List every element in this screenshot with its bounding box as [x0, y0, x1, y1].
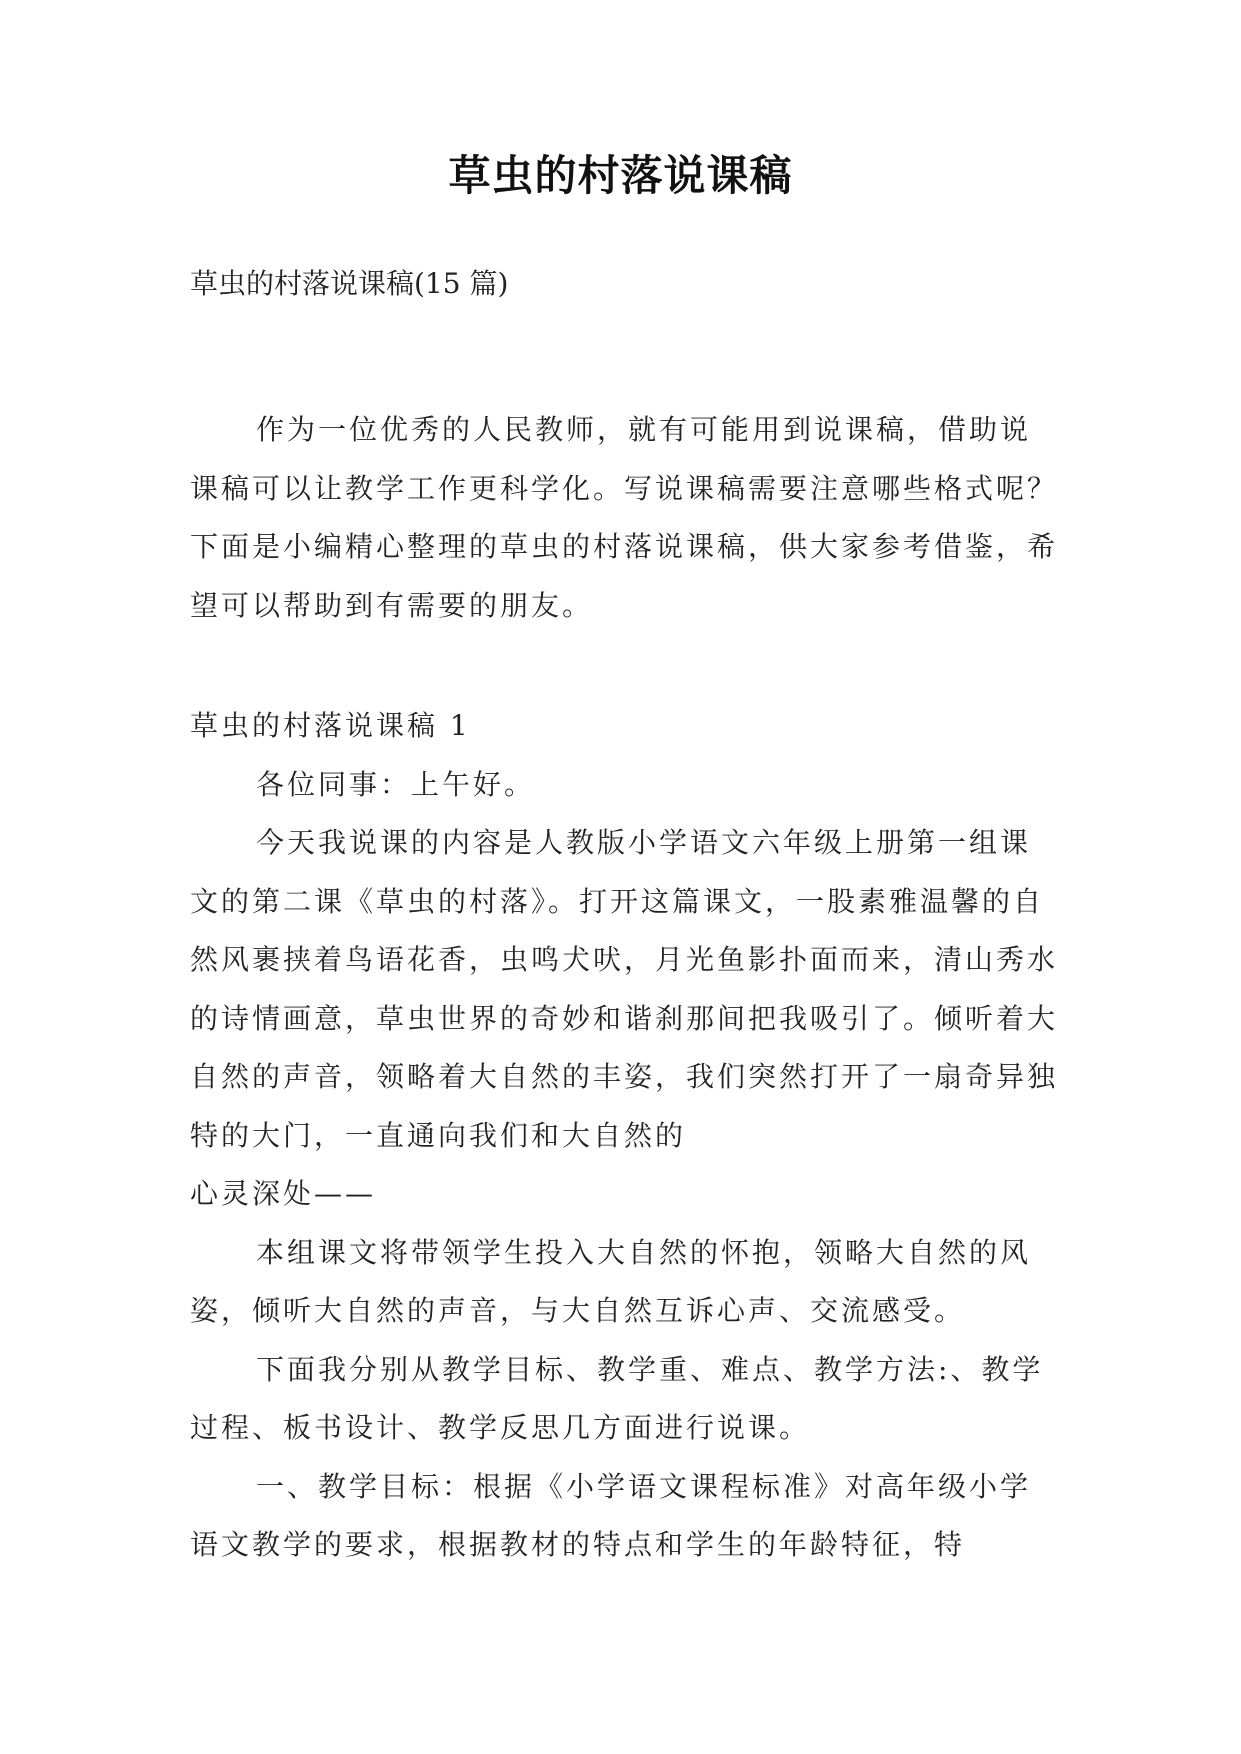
intro-paragraph: 作为一位优秀的人民教师，就有可能用到说课稿，借助说课稿可以让教学工作更科学化。写说课稿需要注意哪些格式呢？下面是小编精心整理的草虫的村落说课稿，供大家参考借鉴，希望可以帮助到有需要的朋友。 — [190, 413, 1059, 622]
paragraph-unit-overview: 本组课文将带领学生投入大自然的怀抱，领略大自然的风姿，倾听大自然的声音，与大自然互诉心声、交流感受。 — [190, 1235, 1032, 1327]
paragraph-outline: 下面我分别从教学目标、教学重、难点、教学方法:、教学过程、板书设计、教学反思几方面进行说课。 — [190, 1352, 1044, 1444]
paragraph-lesson-intro: 今天我说课的内容是人教版小学语文六年级上册第一组课文的第二课《草虫的村落》。打开这篇课文，一股素雅温馨的自然风裹挟着鸟语花香，虫鸣犬吠，月光鱼影扑面而来，清山秀水的诗情画意，草虫世界的奇妙和谐刹那间把我吸引了。倾听着大自然的声音，领略着大自然的丰姿，我们突然打开了一扇奇异独特的大门，一直通向我们和大自然的 — [190, 826, 1059, 1152]
section-heading: 草虫的村落说课稿 1 — [190, 709, 471, 742]
section-1 — [190, 697, 1060, 1575]
intro-block — [190, 401, 1060, 635]
document-title: 草虫的村落说课稿 — [448, 151, 793, 200]
paragraph-continuation: 心灵深处—— — [190, 1177, 377, 1210]
paragraph-teaching-goals: 一、教学目标：根据《小学语文课程标准》对高年级小学语文教学的要求，根据教材的特点和学生的年龄特征，特 — [190, 1469, 1032, 1561]
paragraph-greeting: 各位同事：上午好。 — [256, 767, 536, 801]
document-subtitle: 草虫的村落说课稿(15 篇) — [190, 267, 509, 300]
